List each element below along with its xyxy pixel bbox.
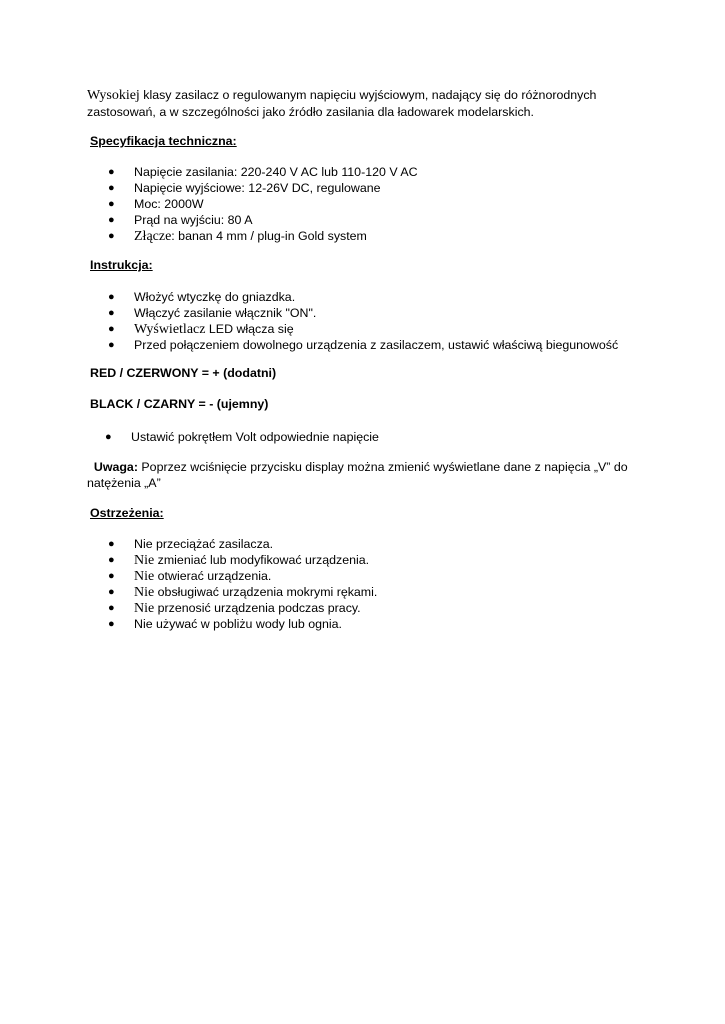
- bullet-icon: ●: [108, 570, 115, 582]
- list-item: ● Moc: 2000W: [108, 197, 204, 211]
- bullet-icon: ●: [108, 198, 115, 210]
- bullet-icon: ●: [108, 307, 115, 319]
- list-item: ● Złącze: banan 4 mm / plug-in Gold system: [108, 229, 367, 244]
- list-item: ● Ustawić pokrętłem Volt odpowiednie napięcie: [105, 430, 379, 444]
- list-item: ● Napięcie zasilania: 220-240 V AC lub 110-120 V AC: [108, 165, 418, 179]
- bullet-icon: ●: [108, 586, 115, 598]
- list-item: ● Włączyć zasilanie włącznik "ON".: [108, 306, 317, 320]
- list-item: ● Nie zmieniać lub modyfikować urządzenia.: [108, 553, 370, 568]
- list-item: ● Nie otwierać urządzenia.: [108, 569, 272, 584]
- bullet-icon: ●: [108, 230, 115, 242]
- red-polarity-line: RED / CZERWONY = + (dodatni): [90, 366, 277, 380]
- list-item: ● Włożyć wtyczkę do gniazdka.: [108, 290, 296, 304]
- note-label: Uwaga:: [93, 460, 138, 474]
- black-polarity-line: BLACK / CZARNY = - (ujemny): [90, 397, 269, 411]
- bullet-icon: ●: [105, 431, 112, 443]
- bullet-icon: ●: [108, 323, 115, 335]
- instructions-extra-list: [102, 429, 379, 445]
- list-item: ● Napięcie wyjściowe: 12-26V DC, regulowane: [108, 181, 381, 195]
- instructions-heading: Instrukcja:: [90, 258, 153, 272]
- list-item: ● Przed połączeniem dowolnego urządzenia z zasilaczem, ustawić właściwą biegunowość: [108, 338, 619, 352]
- instructions-list: [105, 289, 618, 353]
- intro-first-word: Wysokiej: [87, 88, 140, 103]
- list-item: ● Nie przeciążać zasilacza.: [108, 537, 274, 551]
- spec-heading: Specyfikacja techniczna:: [90, 134, 237, 148]
- bullet-icon: ●: [108, 291, 115, 303]
- bullet-icon: ●: [108, 618, 115, 630]
- note-paragraph: [87, 459, 647, 491]
- warnings-heading: Ostrzeżenia:: [90, 506, 164, 520]
- list-item: ● Wyświetlacz LED włącza się: [108, 322, 294, 337]
- intro-text: klasy zasilacz o regulowanym napięciu wyjściowym, nadający się do różnorodnych zastosowań, a w szczególności jako źródło zasilania dla ładowarek modelarskich.: [87, 88, 597, 119]
- bullet-icon: ●: [108, 538, 115, 550]
- list-item: ● Nie przenosić urządzenia podczas pracy.: [108, 601, 361, 616]
- bullet-icon: ●: [108, 182, 115, 194]
- note-text: Poprzez wciśnięcie przycisku display można zmienić wyświetlane dane z napięcia „V” do natężenia „A”: [87, 460, 628, 490]
- spec-list: [105, 164, 418, 244]
- bullet-icon: ●: [108, 214, 115, 226]
- bullet-icon: ●: [108, 339, 115, 351]
- bullet-icon: ●: [108, 602, 115, 614]
- warnings-list: [105, 536, 377, 632]
- bullet-icon: ●: [108, 554, 115, 566]
- bullet-icon: ●: [108, 166, 115, 178]
- intro-paragraph: [87, 87, 647, 120]
- list-item: ● Nie obsługiwać urządzenia mokrymi rękami.: [108, 585, 378, 600]
- list-item: ● Nie używać w pobliżu wody lub ognia.: [108, 617, 342, 631]
- list-item: ● Prąd na wyjściu: 80 A: [108, 213, 253, 227]
